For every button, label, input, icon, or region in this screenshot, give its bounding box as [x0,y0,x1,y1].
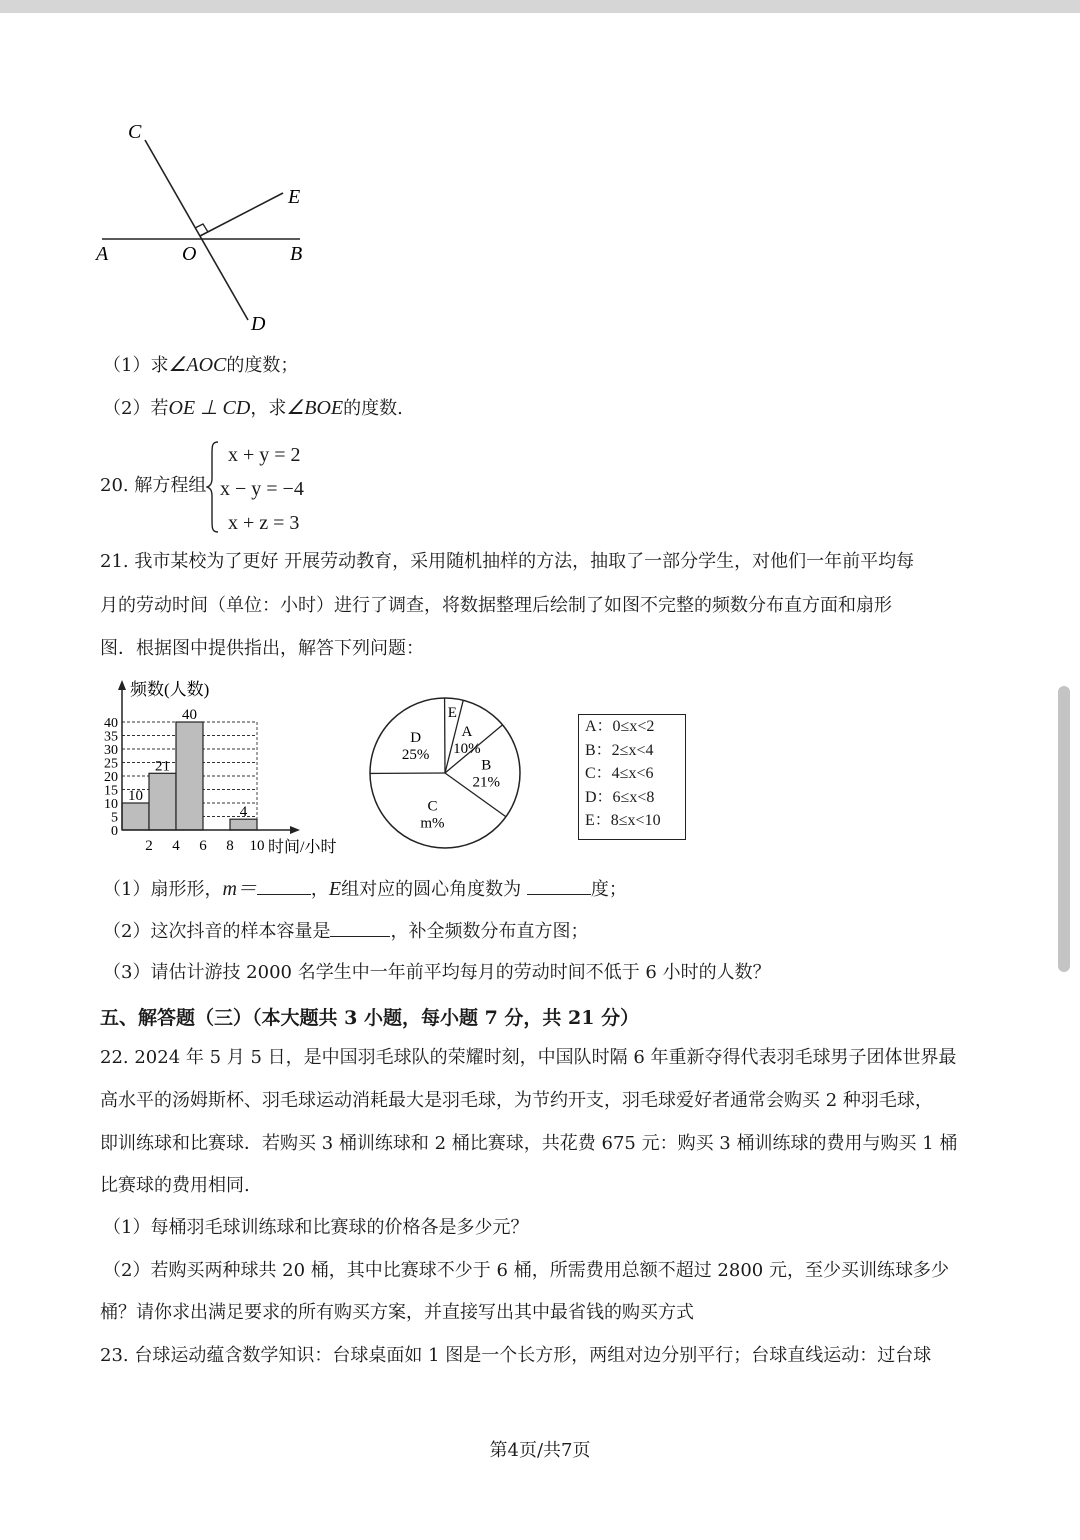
q21-part2 [103,918,588,944]
y-tick-label: 40 [104,716,118,731]
y-tick-label: 35 [104,729,118,745]
legend-d: D：6≤x<8 [585,788,655,806]
x-tick-label: 4 [172,838,180,854]
pie-slice-name: D [410,729,422,746]
bar-value-label: 4 [239,804,248,821]
q19-p1-prefix: （1）求 [103,355,169,376]
label-e: E [288,186,301,208]
pie-chart [360,690,530,860]
q20-label: 20. 解方程组 [100,475,207,496]
line-cd [145,140,248,320]
answer-blank-angle[interactable] [527,876,591,895]
label-c: C [128,121,142,143]
label-b: B [290,243,303,265]
section-5-heading: 五、解答题（三）（本大题共 3 小题，每小题 7 分，共 21 分） [100,1007,640,1029]
q21-line3: 图．根据图中提供指出，解答下列问题： [100,638,424,659]
x-tick-label: 6 [199,838,207,854]
y-tick-label: 15 [104,783,118,799]
m-var: m＝ [222,878,257,900]
y-tick-label: 30 [104,743,118,758]
pie-slice-name: B [481,757,492,774]
angle-aoc: ∠AOC [168,354,227,376]
q21-p1-d: 度； [590,879,627,900]
label-d: D [251,313,266,335]
y-axis-arrow [118,680,126,690]
pie-slice-name: C [427,798,438,815]
pie-slice-name: A [461,724,473,741]
q22-line1: 22. 2024 年 5 月 5 日，是中国羽毛球队的荣耀时刻，中国队时隔 6 年重新夺得代表羽毛球男子团体世界最 [100,1047,957,1068]
q22-line3: 即训练球和比赛球．若购买 3 桶训练球和 2 桶比赛球，共花费 675 元：购买 3 桶训练球的费用与购买 1 桶 [100,1133,958,1154]
pie-slice-label: 10% [453,741,481,758]
equation-1: x + y = 2 [228,444,301,466]
histogram-bar [176,722,203,830]
pie-slice-label: 25% [401,746,430,763]
q21-line2: 月的劳动时间（单位：小时）进行了调查，将数据整理后绘制了如图不完整的频数分布直方面和扇形 [100,595,892,616]
bar-value-label: 40 [182,707,197,723]
q21-p2-b: ，补全频数分布直方图； [390,921,589,942]
bar-value-label: 21 [155,758,170,775]
q21-p1-c: 组对应的圆心角度数为 [341,879,522,900]
histogram-chart [98,676,358,861]
perpendicular-relation: OE ⊥ CD [168,397,251,419]
equation-system [220,438,304,540]
histogram-bar [122,803,149,830]
pie-slice-name: E [447,704,457,721]
legend-b: B：2≤x<4 [585,741,654,759]
q21-p2-a: （2）这次抖音的样本容量是 [103,921,331,942]
bar-value-label: 10 [128,788,143,804]
x-tick-label: 2 [145,838,153,854]
q19-p2-suffix: 的度数. [343,398,403,419]
q21-line1: 21. 我市某校为了更好 开展劳动教育，采用随机抽样的方法，抽取了一部分学生，对他们一年前平均每 [100,551,915,572]
q19-p2-mid: ，求 [250,398,287,419]
label-o: O [182,243,197,265]
pie-slice-label: 21% [472,774,500,791]
q21-p1-a: （1）扇形形， [103,879,223,900]
e-var: E [328,878,342,900]
x-tick-label: 8 [226,838,234,854]
q19-p2-prefix: （2）若 [103,398,169,419]
page-footer: 第4页/共7页 [489,1440,591,1461]
y-tick-label: 0 [111,824,118,839]
q22-part2-line2: 桶？请你求出满足要求的所有购买方案，并直接写出其中最省钱的购买方式 [100,1302,694,1323]
y-tick-label: 20 [104,770,118,785]
q19-part2 [103,396,403,421]
top-bar [0,0,1080,13]
q22-line4: 比赛球的费用相同. [100,1175,250,1196]
answer-blank-sample[interactable] [330,918,390,937]
q19-part1 [103,353,298,378]
legend-e: E：8≤x<10 [585,812,661,829]
x-axis-arrow [290,826,300,834]
brace [206,440,220,534]
q22-part2-line1: （2）若购买两种球共 20 桶，其中比赛球不少于 6 桶，所需费用总额不超过 2800 元，至少买训练球多少 [103,1260,949,1281]
geometry-figure [90,118,320,338]
legend-c: C：4≤x<6 [585,765,654,782]
histogram-bar [149,773,176,830]
group-legend [578,714,686,840]
q19-p1-suffix: 的度数； [226,355,299,376]
angle-boe: ∠BOE [286,397,344,419]
y-axis-label: 频数(人数) [130,680,210,699]
y-tick-label: 25 [104,756,118,772]
equation-3: x + z = 3 [228,512,300,534]
label-a: A [96,243,109,265]
equation-2: x − y = −4 [220,478,304,500]
q22-part1: （1）每桶羽毛球训练球和比赛球的价格各是多少元？ [103,1217,529,1238]
x-axis-label: 时间/小时 [268,839,337,856]
pie-slice-label: m% [420,815,445,832]
q21-p1-b: ， [310,879,329,900]
answer-blank-m[interactable] [257,876,311,895]
q22-line2: 高水平的汤姆斯杯、羽毛球运动消耗最大是羽毛球，为节约开支，羽毛球爱好者通常会购买 2 种羽毛球， [100,1090,933,1111]
q21-part3: （3）请估计游技 2000 名学生中一年前平均每月的劳动时间不低于 6 小时的人数？ [103,962,771,983]
scrollbar-thumb[interactable] [1058,686,1070,972]
histogram-bar [230,819,257,830]
y-tick-label: 10 [104,797,118,812]
legend-a: A：0≤x<2 [585,718,655,735]
ray-oe [200,193,283,236]
y-tick-label: 5 [111,810,118,826]
q21-part1 [103,876,627,902]
x-tick-label: 10 [249,838,265,854]
q23-line1: 23. 台球运动蕴含数学知识：台球桌面如 1 图是一个长方形，两组对边分别平行；台球直线运动：过台球 [100,1345,932,1366]
